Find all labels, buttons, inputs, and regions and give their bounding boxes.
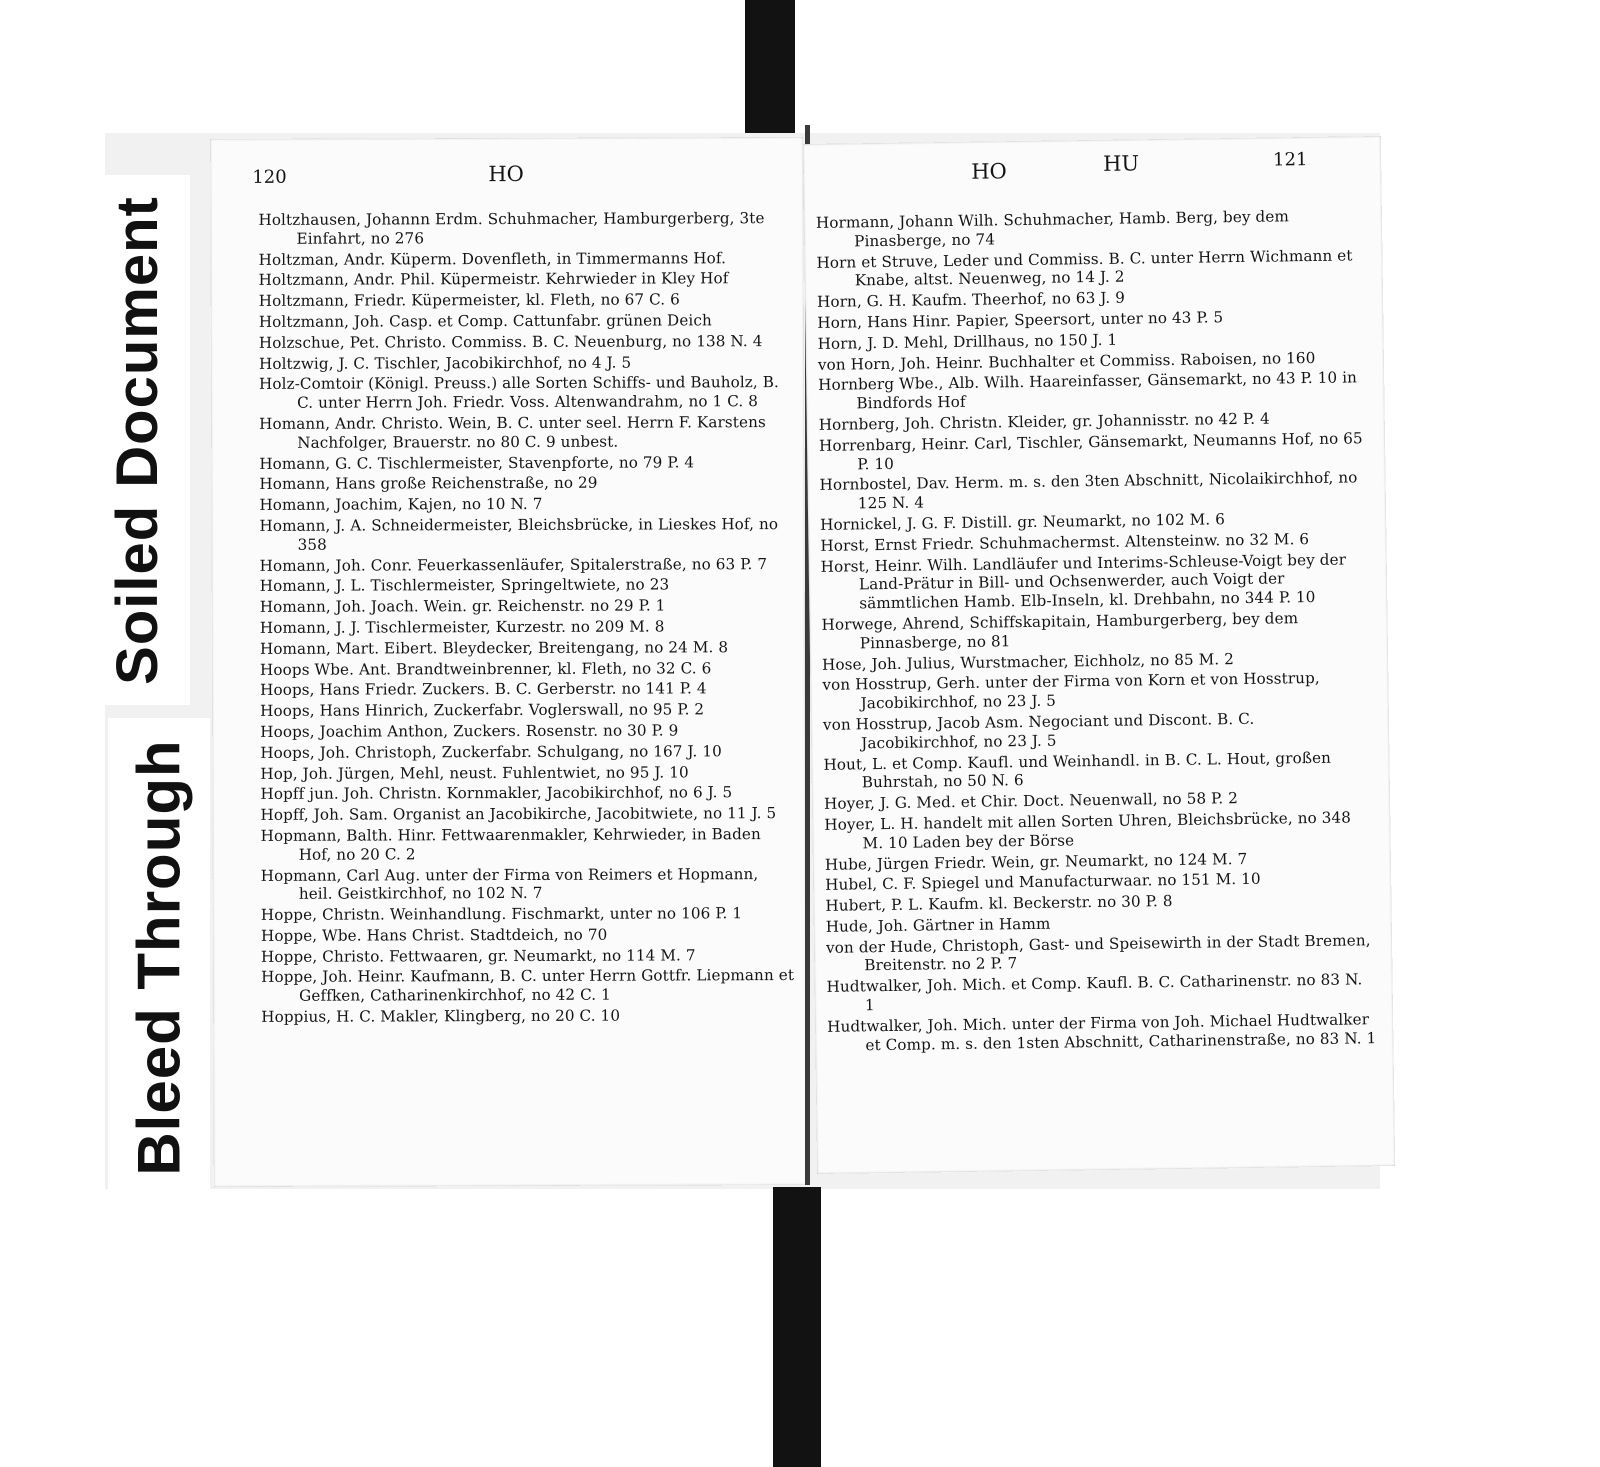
directory-entry: Holtzmann, Friedr. Küpermeister, kl. Fleth, no 67 C. 6 — [258, 290, 680, 311]
directory-entry: Hornberg Wbe., Alb. Wilh. Haareinfasser, Gänsemarkt, no 43 P. 10 in Bindfords Hof — [818, 368, 1358, 413]
directory-entry: von Hosstrup, Gerh. unter der Firma von Korn et von Hosstrup, Jacobikirchhof, no 23 J. 5 — [822, 669, 1320, 713]
directory-entry: von Horn, Joh. Heinr. Buchhalter et Commiss. Raboisen, no 160 — [817, 348, 1316, 374]
directory-entry: Hubel, C. F. Spiegel und Manufacturwaar. no 151 M. 10 — [825, 870, 1261, 895]
directory-entry: Homann, Joh. Conr. Feuerkassenläufer, Spitalerstraße, no 63 P. 7 — [259, 554, 768, 575]
directory-entry: Horst, Heinr. Wilh. Landläufer und Interims-Schleuse-Voigt bey der Land-Prätur in Bill- und Ochsenwerder, auch Voigt der sämmtlichen Hamb. Elb-Inseln, kl. Drehbahn, no 344 P. 10 — [820, 550, 1347, 613]
right-entry-list — [816, 206, 1378, 1057]
directory-entry: Hubert, P. L. Kaufm. kl. Beckerstr. no 30 P. 8 — [825, 892, 1173, 915]
directory-entry: Holz-Comtoir (Königl. Preuss.) alle Sorten Schiffs- und Bauholz, B. C. unter Herrn Joh. Friedr. Voss. Altenwandrahm, no 1 C. 8 — [258, 373, 779, 412]
directory-entry: Horwege, Ahrend, Schiffskapitain, Hamburgerberg, bey dem Pinnasberge, no 81 — [821, 609, 1299, 653]
directory-entry: Holtzmann, Andr. Phil. Küpermeistr. Kehrwieder in Kley Hof — [258, 269, 729, 290]
directory-entry: Hornberg, Joh. Christn. Kleider, gr. Johannisstr. no 42 P. 4 — [818, 409, 1270, 434]
left-page-header: HO — [488, 161, 524, 187]
directory-entry: Homann, J. L. Tischlermeister, Springeltwiete, no 23 — [259, 575, 670, 596]
directory-entry: Hopmann, Balth. Hinr. Fettwaarenmakler, Kehrwieder, in Baden Hof, no 20 C. 2 — [260, 825, 761, 864]
directory-entry: Horst, Ernst Friedr. Schuhmachermst. Altensteinw. no 32 M. 6 — [820, 529, 1310, 555]
directory-entry: Hoops, Joh. Christoph, Zuckerfabr. Schulgang, no 167 J. 10 — [260, 741, 722, 762]
directory-entry: von Hosstrup, Jacob Asm. Negociant und Discont. B. C. Jacobikirchhof, no 23 J. 5 — [822, 709, 1255, 753]
directory-entry: Homann, Joachim, Kajen, no 10 N. 7 — [259, 495, 543, 515]
directory-entry: Hoppius, H. C. Makler, Klingberg, no 20 C. 10 — [261, 1006, 621, 1026]
directory-entry: Horn, Hans Hinr. Papier, Speersort, unter no 43 P. 5 — [817, 308, 1224, 332]
directory-entry: Hudtwalker, Joh. Mich. et Comp. Kaufl. B. C. Catharinenstr. no 83 N. 1 — [826, 970, 1363, 1015]
directory-entry: Horn et Struve, Leder und Commiss. B. C. unter Herrn Wichmann et Knabe, altst. Neuenweg, no 14 J. 2 — [816, 246, 1353, 290]
left-page — [210, 137, 807, 1187]
soiled-document-label — [85, 175, 190, 705]
directory-entry: Hornickel, J. G. F. Distill. gr. Neumarkt, no 102 M. 6 — [820, 510, 1226, 534]
directory-entry: Holtzhausen, Johannn Erdm. Schuhmacher, Hamburgerberg, 3te Einfahrt, no 276 — [258, 209, 765, 248]
directory-entry: Homann, Andr. Christo. Wein, B. C. unter seel. Herrn F. Karstens Nachfolger, Brauerstr. no 80 C. 9 unbest. — [259, 413, 766, 452]
directory-entry: Hoyer, J. G. Med. et Chir. Doct. Neuenwall, no 58 P. 2 — [823, 789, 1239, 813]
left-page-number: 120 — [252, 166, 287, 188]
directory-entry: Hoppe, Wbe. Hans Christ. Stadtdeich, no 70 — [260, 925, 608, 945]
directory-entry: Horrenbarg, Heinr. Carl, Tischler, Gänsemarkt, Neumanns Hof, no 65 P. 10 — [818, 429, 1363, 473]
directory-entry: Hoyer, L. H. handelt mit allen Sorten Uhren, Bleichsbrücke, no 348 M. 10 Laden bey der Börse — [824, 808, 1352, 853]
right-page — [803, 136, 1395, 1174]
directory-entry: Hoops Wbe. Ant. Brandtweinbrenner, kl. Fleth, no 32 C. 6 — [259, 658, 712, 679]
directory-entry: Hoops, Hans Hinrich, Zuckerfabr. Voglerswall, no 95 P. 2 — [260, 700, 705, 720]
directory-entry: Homann, J. A. Schneidermeister, Bleichsbrücke, in Lieskes Hof, no 358 — [259, 515, 779, 554]
binding-strap-top — [745, 0, 795, 133]
directory-entry: Homann, J. J. Tischlermeister, Kurzestr. no 209 M. 8 — [259, 617, 665, 637]
directory-entry: Holzschue, Pet. Christo. Commiss. B. C. Neuenburg, no 138 N. 4 — [258, 331, 763, 352]
directory-entry: Hopff jun. Joh. Christn. Kornmakler, Jacobikirchhof, no 6 J. 5 — [260, 783, 733, 804]
directory-entry: Holtzwig, J. C. Tischler, Jacobikirchhof, no 4 J. 5 — [258, 353, 632, 373]
directory-entry: Homann, Hans große Reichenstraße, no 29 — [259, 474, 598, 494]
directory-entry: Holtzmann, Joh. Casp. et Comp. Cattunfabr. grünen Deich — [258, 311, 712, 331]
soiled-document-text: Soiled Document — [105, 195, 170, 685]
directory-entry: Horn, J. D. Mehl, Drillhaus, no 150 J. 1 — [817, 330, 1118, 353]
directory-entry: Holtzman, Andr. Küperm. Dovenfleth, in Timmermanns Hof. — [258, 248, 727, 269]
directory-entry: Hose, Joh. Julius, Wurstmacher, Eichholz, no 85 M. 2 — [821, 649, 1235, 674]
binding-strap-bottom — [773, 1187, 821, 1467]
directory-entry: Homann, Joh. Joach. Wein. gr. Reichenstr. no 29 P. 1 — [259, 596, 666, 617]
directory-entry: Homann, Mart. Eibert. Bleydecker, Breitengang, no 24 M. 8 — [259, 637, 729, 658]
directory-entry: Homann, G. C. Tischlermeister, Stavenpforte, no 79 P. 4 — [259, 452, 695, 473]
directory-entry: Hopmann, Carl Aug. unter der Firma von Reimers et Hopmann, heil. Geistkirchhof, no 102 N. 7 — [260, 864, 759, 904]
directory-entry: Hoops, Joachim Anthon, Zuckers. Rosenstr. no 30 P. 9 — [260, 721, 679, 741]
directory-entry: Hoppe, Christo. Fettwaaren, gr. Neumarkt, no 114 M. 7 — [260, 946, 696, 966]
directory-entry: Hormann, Johann Wilh. Schuhmacher, Hamb. Berg, bey dem Pinasberge, no 74 — [815, 207, 1290, 251]
directory-entry: Hude, Joh. Gärtner in Hamm — [825, 914, 1051, 936]
directory-entry: Hout, L. et Comp. Kaufl. und Weinhandl. in B. C. L. Hout, großen Buhrstah, no 50 N. 6 — [823, 748, 1332, 792]
bleed-through-text: Bleed Through — [125, 738, 193, 1176]
left-entry-list — [258, 209, 796, 1029]
directory-entry: Horn, G. H. Kaufm. Theerhof, no 63 J. 9 — [816, 288, 1126, 312]
bleed-through-label — [108, 718, 210, 1196]
directory-entry: Hudtwalker, Joh. Mich. unter der Firma von Joh. Michael Hudtwalker et Comp. m. s. den 1sten Abschnitt, Catharinenstraße, no 83 N. 1 — [827, 1010, 1377, 1054]
right-page-header-hu: HU — [1102, 151, 1140, 176]
directory-entry: Hoppe, Joh. Heinr. Kaufmann, B. C. unter Herrn Gottfr. Liepmann et Geffken, Catharinenkirchhof, no 42 C. 1 — [261, 966, 795, 1006]
right-page-header-ho: HO — [971, 159, 1007, 184]
right-page-number: 121 — [1272, 149, 1308, 171]
directory-entry: von der Hude, Christoph, Gast- und Speisewirth in der Stadt Bremen, Breitenstr. no 2 P. 7 — [825, 930, 1371, 975]
directory-entry: Hornbostel, Dav. Herm. m. s. den 3ten Abschnitt, Nicolaikirchhof, no 125 N. 4 — [819, 468, 1358, 513]
directory-entry: Hop, Joh. Jürgen, Mehl, neust. Fuhlentwiet, no 95 J. 10 — [260, 762, 689, 783]
directory-entry: Hoppe, Christn. Weinhandlung. Fischmarkt, unter no 106 P. 1 — [260, 904, 743, 924]
directory-entry: Hube, Jürgen Friedr. Wein, gr. Neumarkt, no 124 M. 7 — [824, 849, 1248, 874]
directory-entry: Hoops, Hans Friedr. Zuckers. B. C. Gerberstr. no 141 P. 4 — [260, 679, 707, 700]
directory-entry: Hopff, Joh. Sam. Organist an Jacobikirche, Jacobitwiete, no 11 J. 5 — [260, 804, 777, 824]
